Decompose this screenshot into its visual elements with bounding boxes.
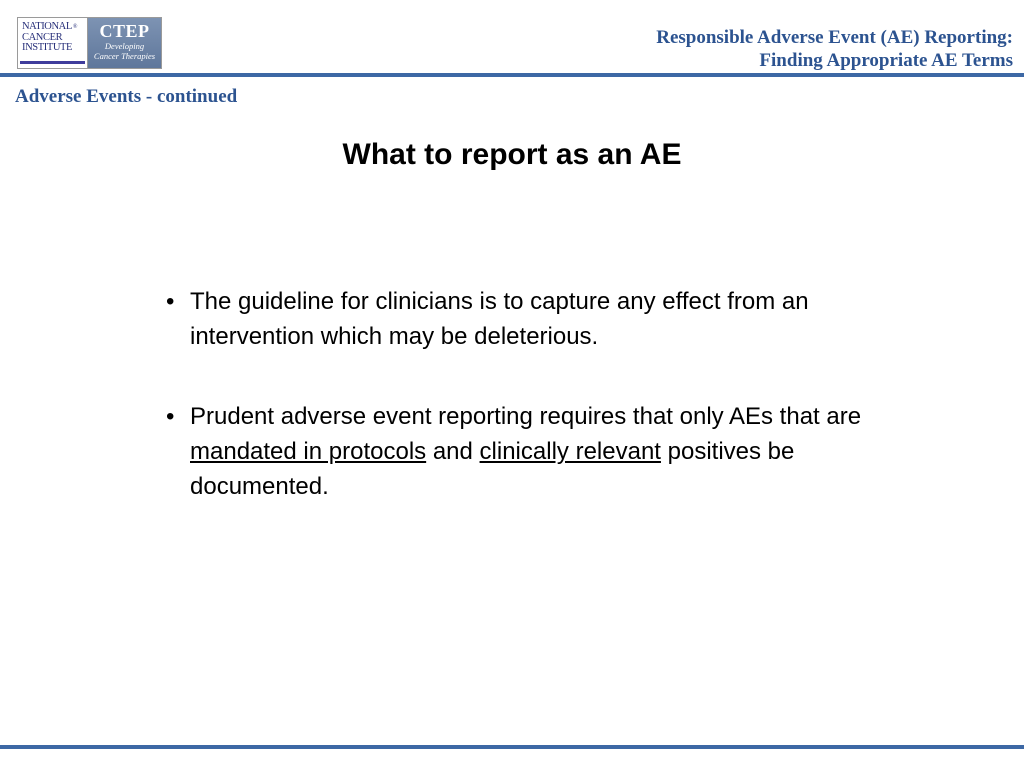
registered-mark: ® xyxy=(72,24,78,30)
nci-logo-word-cancer: CANCER xyxy=(22,31,63,43)
ctep-logo-tagline-2: Cancer Therapies xyxy=(93,51,156,61)
nci-ctep-logo xyxy=(17,17,162,69)
bullet-text-segment: Prudent adverse event reporting requires that only AEs that are xyxy=(190,403,862,430)
bullet-text-segment: positives be documented. xyxy=(190,438,795,500)
bullet-list xyxy=(166,284,895,504)
nci-logo-bar xyxy=(20,61,85,64)
presentation-title xyxy=(656,26,1013,72)
underlined-phrase-relevant: clinically relevant xyxy=(479,438,661,465)
nci-logo-word-national: NATIONAL xyxy=(22,21,72,32)
bullet-text-segment: and xyxy=(426,438,480,465)
ctep-logo-tagline-1: Developing xyxy=(104,41,145,51)
slide-title: What to report as an AE xyxy=(342,138,682,171)
section-label: Adverse Events - continued xyxy=(15,86,238,107)
bullet-text: The guideline for clinicians is to capture any effect from an intervention which may be deleterious. xyxy=(190,288,809,350)
presentation-title-line-2: Finding Appropriate AE Terms xyxy=(759,50,1013,71)
nci-logo-word-institute: INSTITUTE xyxy=(22,42,73,53)
ctep-logo-name: CTEP xyxy=(99,21,150,41)
bullet-item xyxy=(166,284,895,354)
bullet-marker: • xyxy=(166,288,175,315)
bullet-text xyxy=(190,399,895,504)
nci-logo xyxy=(18,18,88,68)
bullet-marker: • xyxy=(166,403,175,430)
footer-divider xyxy=(0,745,1024,749)
presentation-title-line-1: Responsible Adverse Event (AE) Reporting: xyxy=(656,27,1013,48)
header-divider xyxy=(0,73,1024,77)
ctep-logo xyxy=(88,18,161,68)
underlined-phrase-mandated: mandated in protocols xyxy=(190,438,427,465)
bullet-item xyxy=(166,399,895,504)
